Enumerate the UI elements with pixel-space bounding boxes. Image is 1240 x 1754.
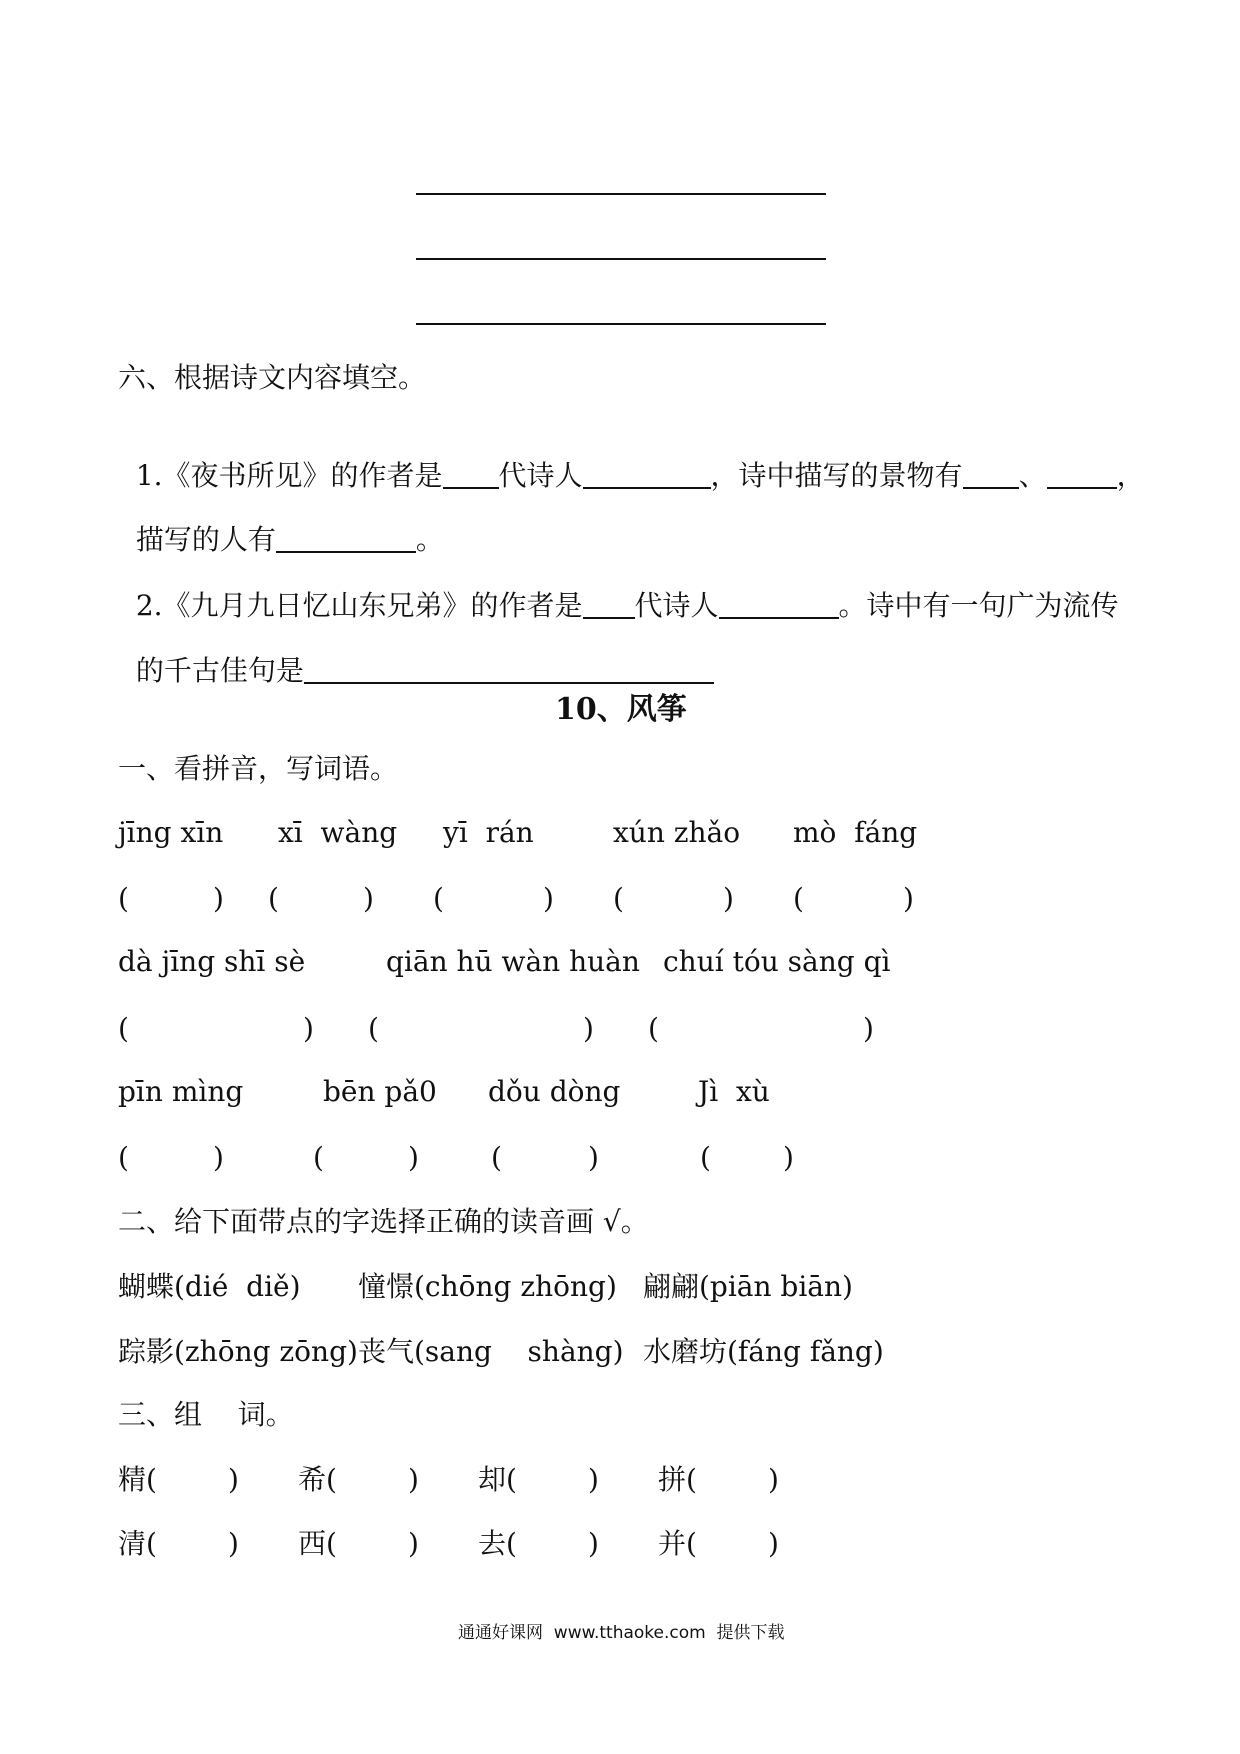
blank-scene-1[interactable] <box>963 461 1019 489</box>
word-group-close: ) <box>768 1463 779 1496</box>
pinyin-row3-1: pīn mìng <box>118 1075 244 1108</box>
paren-close: ) <box>588 1141 599 1174</box>
q1-part-d: 、 <box>1018 459 1047 492</box>
paren-close: ) <box>783 1141 794 1174</box>
word-group-close: ) <box>408 1463 419 1496</box>
pinyin-row1-3: yī rán <box>443 816 534 849</box>
paren-open: ( <box>793 882 804 915</box>
paren-open: ( <box>433 882 444 915</box>
paren-open: ( <box>368 1012 379 1045</box>
q1-part-b: 代诗人 <box>498 459 583 492</box>
paren-close: ) <box>583 1012 594 1045</box>
blank-famous-line[interactable] <box>304 656 714 684</box>
pinyin-row1-4: xún zhǎo <box>613 816 741 849</box>
reading-choice-2: 憧憬(chōng zhōng) <box>358 1270 617 1303</box>
pinyin-row2-3: chuí tóu sàng qì <box>663 945 891 978</box>
paren-close: ) <box>213 1141 224 1174</box>
reading-choice-3: 翩翩(piān biān) <box>643 1270 853 1303</box>
q1-part-a: 1.《夜书所见》的作者是 <box>135 459 443 492</box>
paren-close: ) <box>408 1141 419 1174</box>
word-group-close: ) <box>588 1463 599 1496</box>
word-group-3: 却( <box>478 1463 517 1496</box>
word-group-2: 希( <box>298 1463 337 1496</box>
part2-heading: 二、给下面带点的字选择正确的读音画 √。 <box>118 1205 649 1238</box>
paren-open: ( <box>118 882 129 915</box>
pinyin-row2-2: qiān hū wàn huàn <box>386 945 640 978</box>
question-1-line-2 <box>118 489 444 557</box>
pinyin-row1-1: jīng xīn <box>118 816 224 849</box>
lesson-title: 10、风筝 <box>555 692 687 727</box>
answer-line-1 <box>416 193 826 195</box>
paren-open: ( <box>648 1012 659 1045</box>
word-group-close: ) <box>408 1527 419 1560</box>
pinyin-row3-4: Jì xù <box>698 1075 770 1108</box>
blank-poet-2[interactable] <box>719 591 839 619</box>
q2-part-d: 的千古佳句是 <box>135 654 304 687</box>
word-group-close: ) <box>228 1527 239 1560</box>
word-group-1: 精( <box>118 1463 157 1496</box>
part1-heading: 一、看拼音，写词语。 <box>118 752 399 785</box>
reading-choice-5: 丧气(sang shàng) <box>358 1335 624 1368</box>
q1-part-c: ，诗中描写的景物有 <box>710 459 963 492</box>
word-group-7: 去( <box>478 1527 517 1560</box>
paren-close: ) <box>213 882 224 915</box>
reading-choice-4: 踪影(zhōng zōng) <box>118 1335 358 1368</box>
q1-part-g: 。 <box>415 523 444 556</box>
blank-dynasty-2[interactable] <box>583 591 635 619</box>
paren-open: ( <box>118 1141 129 1174</box>
paren-close: ) <box>303 1012 314 1045</box>
reading-choice-6: 水磨坊(fáng fǎng) <box>643 1335 884 1368</box>
question-2-line-2 <box>118 620 714 688</box>
pinyin-row3-2: bēn pǎ0 <box>323 1075 437 1108</box>
word-group-6: 西( <box>298 1527 337 1560</box>
word-group-8: 并( <box>658 1527 697 1560</box>
word-group-close: ) <box>768 1527 779 1560</box>
pinyin-row1-2: xī wàng <box>278 816 398 849</box>
blank-dynasty-1[interactable] <box>443 461 499 489</box>
question-2-line-1 <box>118 555 1119 623</box>
paren-open: ( <box>491 1141 502 1174</box>
part3-heading: 三、组 词。 <box>118 1398 294 1431</box>
reading-choice-1: 蝴蝶(dié diě) <box>118 1270 301 1303</box>
paren-open: ( <box>313 1141 324 1174</box>
pinyin-row3-3: dǒu dòng <box>488 1075 621 1108</box>
paren-close: ) <box>723 882 734 915</box>
question-1-line-1 <box>118 425 1145 493</box>
blank-person-1[interactable] <box>276 525 416 553</box>
answer-line-3 <box>416 323 826 325</box>
answer-line-2 <box>416 258 826 260</box>
q1-part-e: ， <box>1116 459 1145 492</box>
word-group-close: ) <box>228 1463 239 1496</box>
page-footer: 通通好课网 www.tthaoke.com 提供下载 <box>458 1623 785 1643</box>
blank-scene-2[interactable] <box>1047 461 1117 489</box>
word-group-close: ) <box>588 1527 599 1560</box>
paren-close: ) <box>903 882 914 915</box>
paren-open: ( <box>613 882 624 915</box>
blank-poet-1[interactable] <box>583 461 711 489</box>
section6-heading: 六、根据诗文内容填空。 <box>118 361 427 394</box>
q2-part-c: 。诗中有一句广为流传 <box>838 589 1119 622</box>
paren-close: ) <box>363 882 374 915</box>
q1-part-f: 描写的人有 <box>135 523 276 556</box>
paren-close: ) <box>543 882 554 915</box>
word-group-4: 拼( <box>658 1463 697 1496</box>
pinyin-row1-5: mò fáng <box>793 816 918 849</box>
paren-open: ( <box>268 882 279 915</box>
q2-part-b: 代诗人 <box>634 589 719 622</box>
paren-close: ) <box>863 1012 874 1045</box>
pinyin-row2-1: dà jīng shī sè <box>118 945 306 978</box>
paren-open: ( <box>700 1141 711 1174</box>
q2-part-a: 2.《九月九日忆山东兄弟》的作者是 <box>135 589 583 622</box>
word-group-5: 清( <box>118 1527 157 1560</box>
paren-open: ( <box>118 1012 129 1045</box>
